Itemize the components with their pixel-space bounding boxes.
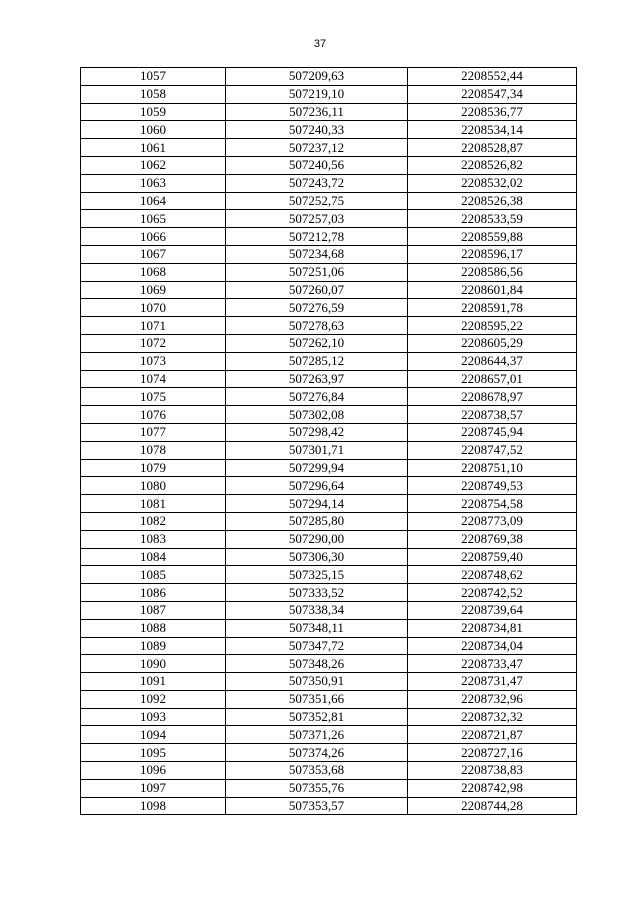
point-number-cell: 1096 [81, 762, 226, 780]
y-coordinate-cell: 2208751,10 [408, 459, 577, 477]
point-number-cell: 1074 [81, 370, 226, 388]
x-coordinate-cell: 507333,52 [226, 584, 408, 602]
table-row [81, 406, 577, 424]
y-coordinate-cell: 2208773,09 [408, 512, 577, 530]
y-coordinate-cell: 2208605,29 [408, 334, 577, 352]
table-row [81, 779, 577, 797]
table-row [81, 459, 577, 477]
point-number-cell: 1088 [81, 619, 226, 637]
y-coordinate-cell: 2208744,28 [408, 797, 577, 815]
x-coordinate-cell: 507302,08 [226, 406, 408, 424]
x-coordinate-cell: 507353,57 [226, 797, 408, 815]
point-number-cell: 1085 [81, 566, 226, 584]
x-coordinate-cell: 507374,26 [226, 744, 408, 762]
y-coordinate-cell: 2208657,01 [408, 370, 577, 388]
point-number-cell: 1089 [81, 637, 226, 655]
table-row [81, 495, 577, 513]
point-number-cell: 1075 [81, 388, 226, 406]
table-row [81, 121, 577, 139]
point-number-cell: 1071 [81, 317, 226, 335]
point-number-cell: 1081 [81, 495, 226, 513]
point-number-cell: 1079 [81, 459, 226, 477]
table-row [81, 281, 577, 299]
point-number-cell: 1077 [81, 423, 226, 441]
table-row [81, 637, 577, 655]
table-row [81, 263, 577, 281]
table-row [81, 548, 577, 566]
table-row [81, 423, 577, 441]
point-number-cell: 1073 [81, 352, 226, 370]
point-number-cell: 1067 [81, 245, 226, 263]
table-row [81, 477, 577, 495]
x-coordinate-cell: 507276,59 [226, 299, 408, 317]
y-coordinate-cell: 2208742,98 [408, 779, 577, 797]
y-coordinate-cell: 2208591,78 [408, 299, 577, 317]
table-row [81, 708, 577, 726]
table-row [81, 673, 577, 691]
table-row [81, 566, 577, 584]
point-number-cell: 1070 [81, 299, 226, 317]
table-row [81, 744, 577, 762]
table-row [81, 192, 577, 210]
point-number-cell: 1057 [81, 68, 226, 86]
x-coordinate-cell: 507355,76 [226, 779, 408, 797]
x-coordinate-cell: 507306,30 [226, 548, 408, 566]
y-coordinate-cell: 2208536,77 [408, 103, 577, 121]
point-number-cell: 1060 [81, 121, 226, 139]
x-coordinate-cell: 507299,94 [226, 459, 408, 477]
x-coordinate-cell: 507325,15 [226, 566, 408, 584]
x-coordinate-cell: 507209,63 [226, 68, 408, 86]
y-coordinate-cell: 2208759,40 [408, 548, 577, 566]
x-coordinate-cell: 507251,06 [226, 263, 408, 281]
table-row [81, 352, 577, 370]
y-coordinate-cell: 2208739,64 [408, 601, 577, 619]
x-coordinate-cell: 507371,26 [226, 726, 408, 744]
x-coordinate-cell: 507262,10 [226, 334, 408, 352]
point-number-cell: 1097 [81, 779, 226, 797]
table-row [81, 619, 577, 637]
point-number-cell: 1095 [81, 744, 226, 762]
table-row [81, 85, 577, 103]
x-coordinate-cell: 507348,26 [226, 655, 408, 673]
table-row [81, 174, 577, 192]
point-number-cell: 1083 [81, 530, 226, 548]
y-coordinate-cell: 2208586,56 [408, 263, 577, 281]
x-coordinate-cell: 507338,34 [226, 601, 408, 619]
table-row [81, 512, 577, 530]
table-row [81, 228, 577, 246]
table-row [81, 441, 577, 459]
x-coordinate-cell: 507296,64 [226, 477, 408, 495]
point-number-cell: 1082 [81, 512, 226, 530]
table-row [81, 139, 577, 157]
coordinates-table-body [81, 68, 577, 815]
page-number: 37 [313, 38, 327, 50]
y-coordinate-cell: 2208742,52 [408, 584, 577, 602]
point-number-cell: 1093 [81, 708, 226, 726]
point-number-cell: 1087 [81, 601, 226, 619]
table-row [81, 584, 577, 602]
y-coordinate-cell: 2208732,32 [408, 708, 577, 726]
y-coordinate-cell: 2208547,34 [408, 85, 577, 103]
point-number-cell: 1084 [81, 548, 226, 566]
x-coordinate-cell: 507353,68 [226, 762, 408, 780]
point-number-cell: 1069 [81, 281, 226, 299]
point-number-cell: 1059 [81, 103, 226, 121]
x-coordinate-cell: 507237,12 [226, 139, 408, 157]
y-coordinate-cell: 2208526,38 [408, 192, 577, 210]
x-coordinate-cell: 507294,14 [226, 495, 408, 513]
x-coordinate-cell: 507240,33 [226, 121, 408, 139]
y-coordinate-cell: 2208534,14 [408, 121, 577, 139]
y-coordinate-cell: 2208754,58 [408, 495, 577, 513]
y-coordinate-cell: 2208533,59 [408, 210, 577, 228]
point-number-cell: 1066 [81, 228, 226, 246]
point-number-cell: 1061 [81, 139, 226, 157]
table-row [81, 655, 577, 673]
x-coordinate-cell: 507236,11 [226, 103, 408, 121]
x-coordinate-cell: 507257,03 [226, 210, 408, 228]
table-row [81, 690, 577, 708]
x-coordinate-cell: 507252,75 [226, 192, 408, 210]
x-coordinate-cell: 507351,66 [226, 690, 408, 708]
y-coordinate-cell: 2208532,02 [408, 174, 577, 192]
table-row [81, 103, 577, 121]
y-coordinate-cell: 2208738,57 [408, 406, 577, 424]
y-coordinate-cell: 2208748,62 [408, 566, 577, 584]
x-coordinate-cell: 507219,10 [226, 85, 408, 103]
point-number-cell: 1086 [81, 584, 226, 602]
point-number-cell: 1068 [81, 263, 226, 281]
point-number-cell: 1062 [81, 156, 226, 174]
x-coordinate-cell: 507285,80 [226, 512, 408, 530]
point-number-cell: 1078 [81, 441, 226, 459]
y-coordinate-cell: 2208747,52 [408, 441, 577, 459]
y-coordinate-cell: 2208734,81 [408, 619, 577, 637]
point-number-cell: 1058 [81, 85, 226, 103]
table-row [81, 370, 577, 388]
y-coordinate-cell: 2208731,47 [408, 673, 577, 691]
x-coordinate-cell: 507290,00 [226, 530, 408, 548]
y-coordinate-cell: 2208559,88 [408, 228, 577, 246]
x-coordinate-cell: 507234,68 [226, 245, 408, 263]
y-coordinate-cell: 2208732,96 [408, 690, 577, 708]
table-row [81, 530, 577, 548]
y-coordinate-cell: 2208734,04 [408, 637, 577, 655]
x-coordinate-cell: 507260,07 [226, 281, 408, 299]
x-coordinate-cell: 507301,71 [226, 441, 408, 459]
y-coordinate-cell: 2208733,47 [408, 655, 577, 673]
y-coordinate-cell: 2208596,17 [408, 245, 577, 263]
x-coordinate-cell: 507243,72 [226, 174, 408, 192]
point-number-cell: 1091 [81, 673, 226, 691]
y-coordinate-cell: 2208745,94 [408, 423, 577, 441]
x-coordinate-cell: 507212,78 [226, 228, 408, 246]
table-row [81, 245, 577, 263]
table-row [81, 726, 577, 744]
x-coordinate-cell: 507240,56 [226, 156, 408, 174]
point-number-cell: 1092 [81, 690, 226, 708]
point-number-cell: 1072 [81, 334, 226, 352]
table-row [81, 317, 577, 335]
point-number-cell: 1094 [81, 726, 226, 744]
table-row [81, 797, 577, 815]
point-number-cell: 1063 [81, 174, 226, 192]
table-row [81, 388, 577, 406]
x-coordinate-cell: 507285,12 [226, 352, 408, 370]
y-coordinate-cell: 2208721,87 [408, 726, 577, 744]
point-number-cell: 1065 [81, 210, 226, 228]
y-coordinate-cell: 2208595,22 [408, 317, 577, 335]
x-coordinate-cell: 507276,84 [226, 388, 408, 406]
x-coordinate-cell: 507263,97 [226, 370, 408, 388]
y-coordinate-cell: 2208749,53 [408, 477, 577, 495]
point-number-cell: 1080 [81, 477, 226, 495]
y-coordinate-cell: 2208528,87 [408, 139, 577, 157]
y-coordinate-cell: 2208644,37 [408, 352, 577, 370]
table-row [81, 156, 577, 174]
x-coordinate-cell: 507352,81 [226, 708, 408, 726]
point-number-cell: 1076 [81, 406, 226, 424]
x-coordinate-cell: 507298,42 [226, 423, 408, 441]
y-coordinate-cell: 2208738,83 [408, 762, 577, 780]
x-coordinate-cell: 507347,72 [226, 637, 408, 655]
y-coordinate-cell: 2208601,84 [408, 281, 577, 299]
y-coordinate-cell: 2208727,16 [408, 744, 577, 762]
table-row [81, 299, 577, 317]
point-number-cell: 1064 [81, 192, 226, 210]
y-coordinate-cell: 2208769,38 [408, 530, 577, 548]
x-coordinate-cell: 507350,91 [226, 673, 408, 691]
table-row [81, 601, 577, 619]
point-number-cell: 1098 [81, 797, 226, 815]
x-coordinate-cell: 507278,63 [226, 317, 408, 335]
y-coordinate-cell: 2208526,82 [408, 156, 577, 174]
table-row [81, 210, 577, 228]
y-coordinate-cell: 2208552,44 [408, 68, 577, 86]
x-coordinate-cell: 507348,11 [226, 619, 408, 637]
table-row [81, 762, 577, 780]
table-row [81, 334, 577, 352]
coordinates-table [80, 67, 577, 815]
point-number-cell: 1090 [81, 655, 226, 673]
y-coordinate-cell: 2208678,97 [408, 388, 577, 406]
table-row [81, 68, 577, 86]
